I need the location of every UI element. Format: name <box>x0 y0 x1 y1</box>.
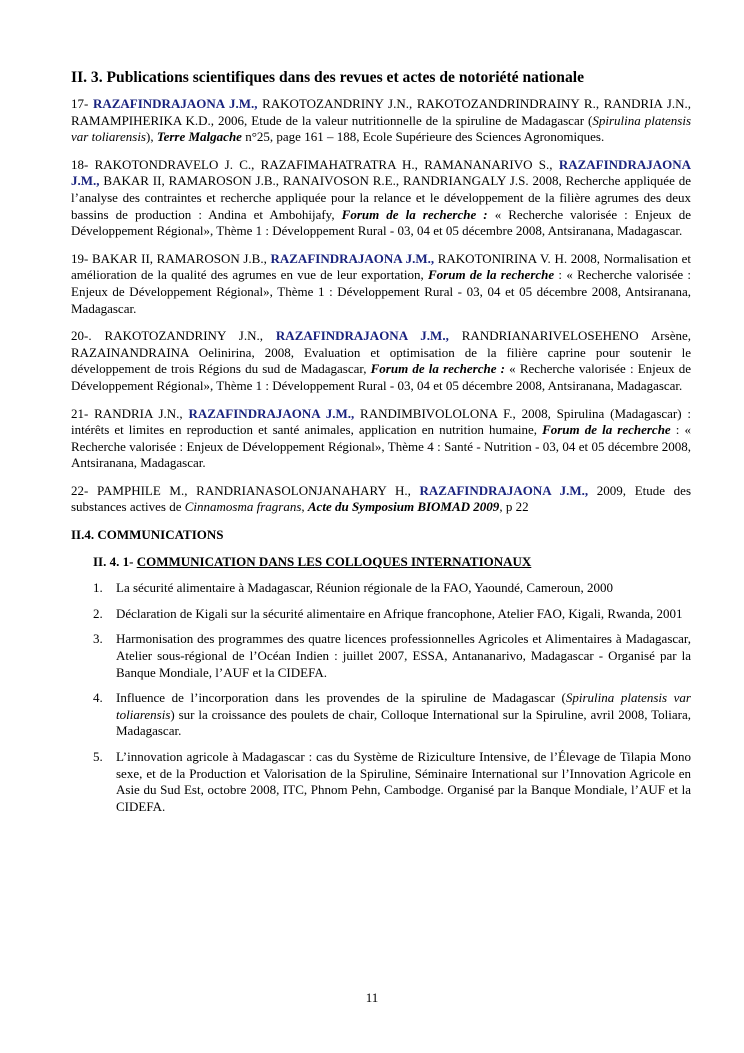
publication-21: 21- RANDRIA J.N., RAZAFINDRAJAONA J.M., RANDIMBIVOLOLONA F., 2008, Spirulina (Madagascar) : intérêts et limites en reproduction et santé animales, application en nutrition humaine, Forum de la recherche : « Recherche valorisée : Enjeux de Développement Régional», Thème 4 : Santé - Nutrition - 03, 04 et 05 décembre 2008, Antsiranana, Madagascar. <box>71 405 691 471</box>
highlighted-author: RAZAFINDRAJAONA J.M., <box>275 328 449 344</box>
highlighted-author: RAZAFINDRAJAONA J.M., <box>419 482 589 498</box>
section-heading: II. 3. Publications scientifiques dans des revues et actes de notoriété nationale <box>71 69 584 86</box>
journal-name: Forum de la recherche <box>542 422 671 438</box>
communications-heading: II.4. COMMUNICATIONS <box>71 527 224 543</box>
publication-19: 19- BAKAR II, RAMAROSON J.B., RAZAFINDRAJAONA J.M., RAKOTONIRINA V. H. 2008, Normalisation et amélioration de la qualité des agrumes en vue de leur exportation, Forum de la recherche : « Recherche valorisée : Enjeux de Développement Régional», Thème 1 : Développement Rural - 03, 04 et 05 décembre 2008, Antsiranana, Madagascar. <box>71 250 691 316</box>
list-item: 4. Influence de l’incorporation dans les provendes de la spiruline de Madagascar (Spirulina platensis var toliarensis) sur la croissance des poulets de chair, Colloque International sur la Spiruline, avril 2008, Toliara, Madagascar. <box>93 690 691 739</box>
publication-20: 20-. RAKOTOZANDRINY J.N., RAZAFINDRAJAONA J.M., RANDRIANARIVELOSEHENO Arsène, RAZAINANDRAINA Oelinirina, 2008, Evaluation et optimisation de la filière caprine pour soutenir le développement de trois Régions du sud de Madagascar, Forum de la recherche : « Recherche valorisée : Enjeux de Développement Régional», Thème 1 : Développement Rural - 03, 04 et 05 décembre 2008, Antsiranana, Madagascar. <box>71 328 692 393</box>
publication-18: 18- RAKOTONDRAVELO J. C., RAZAFIMAHATRATRA H., RAMANANARIVO S., RAZAFINDRAJAONA J.M., BAKAR II, RAMAROSON J.B., RANAIVOSON R.E., RANDRIANGALY J.S. 2008, Recherche appliquée de l’analyse des contraintes et recherche appliquée pour la relance et le développement de la filière agrumes des deux bassins de production : Andina et Ambohijafy, Forum de la recherche : « Recherche valorisée : Enjeux de Développement Régional», Thème 1 : Développement Rural - 03, 04 et 05 décembre 2008, Antsiranana, Madagascar. <box>71 156 691 239</box>
journal-name: Terre Malgache <box>156 129 242 145</box>
page-number: 11 <box>365 990 379 1005</box>
list-item: 2. Déclaration de Kigali sur la sécurité alimentaire en Afrique francophone, Atelier FAO, Kigali, Rwanda, 2001 <box>93 605 683 621</box>
list-item: 1. La sécurité alimentaire à Madagascar, Réunion régionale de la FAO, Yaoundé, Cameroun, 2000 <box>93 580 614 596</box>
subsection-heading: II. 4. 1- COMMUNICATION DANS LES COLLOQUES INTERNATIONAUX <box>93 553 532 569</box>
journal-name: Forum de la recherche <box>427 267 555 283</box>
communications-list <box>71 580 691 815</box>
list-item: 3. Harmonisation des programmes des quatre licences professionnelles Agricoles et Alimentaires à Madagascar, Atelier sous-régional de l’Océan Indien : juillet 2007, ESSA, Antananarivo, Madagascar - Organisé par la Banque Mondiale, l’AUF et la CIDEFA. <box>93 631 691 680</box>
highlighted-author: RAZAFINDRAJAONA J.M., <box>270 250 435 266</box>
journal-name: Forum de la recherche : <box>341 206 488 222</box>
highlighted-author: RAZAFINDRAJAONA J.M., <box>188 405 355 421</box>
document-page <box>71 68 691 824</box>
publication-17: 17- RAZAFINDRAJAONA J.M., RAKOTOZANDRINY J.N., RAKOTOZANDRINDRAINY R., RANDRIA J.N., RAMAMPIHERIKA K.D., 2006, Etude de la valeur nutritionnelle de la spiruline de Madagascar (Spirulina platensis var toliarensis), Terre Malgache n°25, page 161 – 188, Ecole Supérieure des Sciences Agronomiques. <box>71 96 691 145</box>
publication-22: 22- PAMPHILE M., RANDRIANASOLONJANAHARY H., RAZAFINDRAJAONA J.M., 2009, Etude des substances actives de Cinnamosma fragrans, Acte du Symposium BIOMAD 2009, p 22 <box>71 482 692 515</box>
journal-name: Acte du Symposium BIOMAD 2009 <box>307 499 500 515</box>
list-item: 5. L’innovation agricole à Madagascar : cas du Système de Riziculture Intensive, de l’Élevage de Tilapia Mono sexe, et de la Production et Valorisation de la Spiruline, Séminaire International sur l’Innovation Agricole en Asie du Sud Est, octobre 2008, ITC, Phnom Pehn, Cambodge. Organisé par la Banque Mondiale, l’AUF et la CIDEFA. <box>93 749 691 814</box>
highlighted-author: RAZAFINDRAJAONA J.M., <box>92 96 258 111</box>
highlighted-author: RAZAFINDRAJAONA J.M., <box>71 156 691 189</box>
journal-name: Forum de la recherche : <box>370 361 506 377</box>
